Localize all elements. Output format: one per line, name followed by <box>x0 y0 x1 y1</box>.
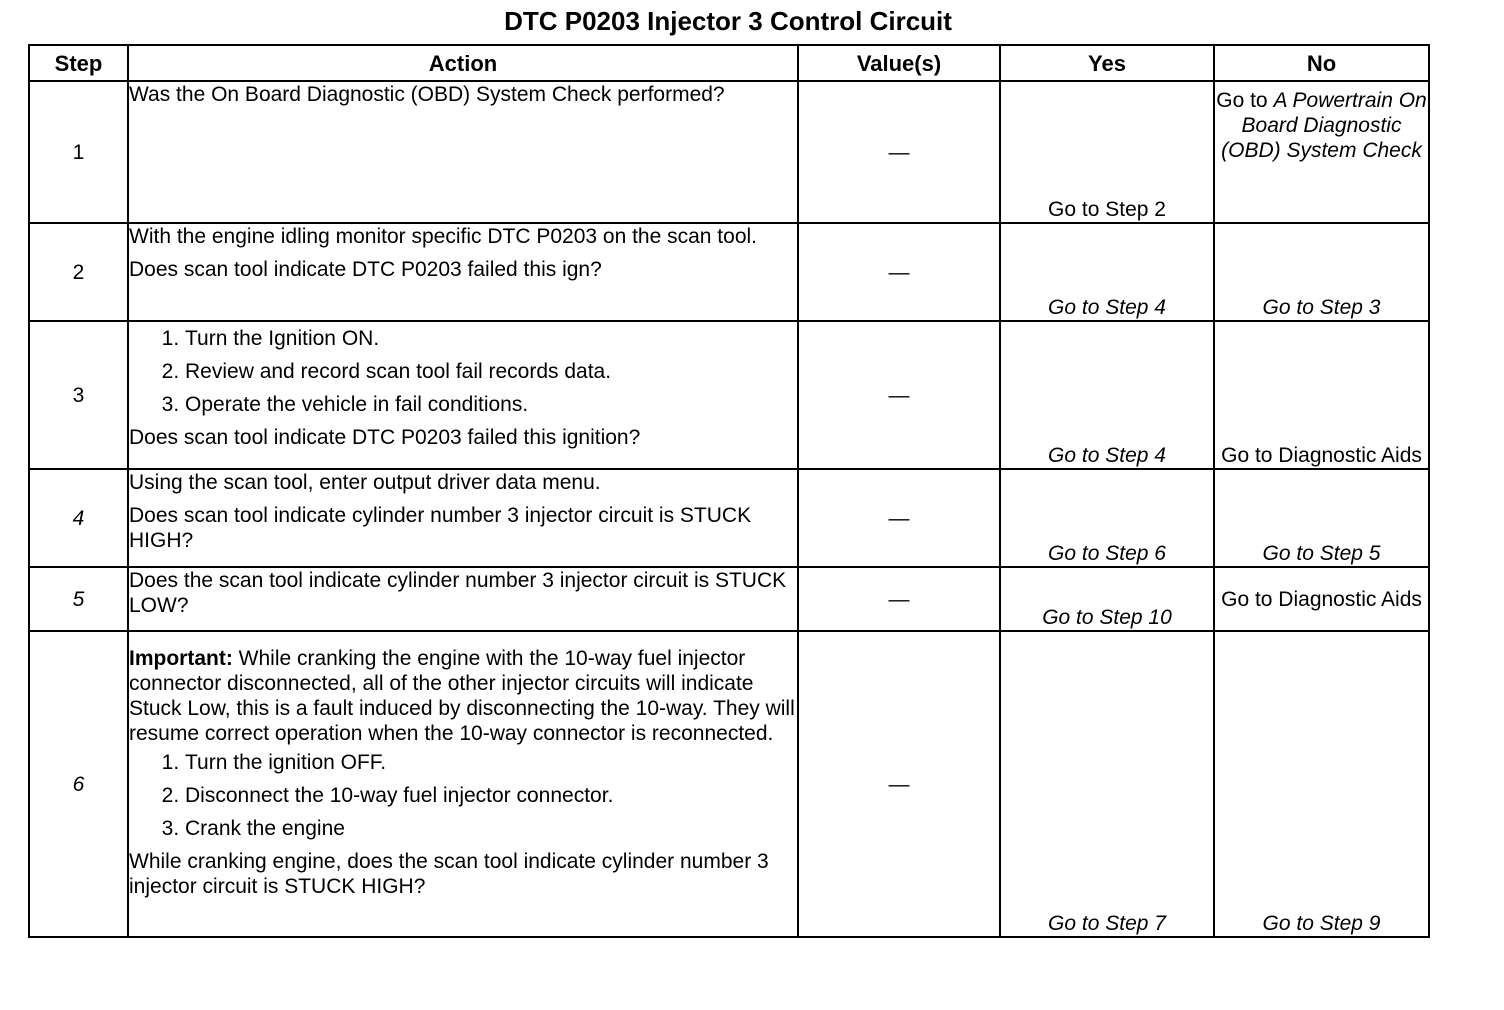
table-row <box>29 223 1429 321</box>
header-action: Action <box>128 45 798 81</box>
table-header-row <box>29 45 1429 81</box>
yes-cell[interactable]: Go to Step 7 <box>1000 631 1214 937</box>
header-no: No <box>1214 45 1429 81</box>
action-cell <box>128 81 798 223</box>
step-number: 2 <box>29 223 128 321</box>
page-title: DTC P0203 Injector 3 Control Circuit <box>504 6 952 36</box>
table-row <box>29 631 1429 937</box>
value-cell: — <box>798 567 1000 631</box>
header-yes: Yes <box>1000 45 1214 81</box>
table-row <box>29 567 1429 631</box>
yes-cell[interactable]: Go to Step 4 <box>1000 223 1214 321</box>
diagnostic-table <box>28 44 1430 938</box>
yes-cell: Go to Step 2 <box>1000 81 1214 223</box>
step-number: 3 <box>29 321 128 469</box>
value-cell: — <box>798 81 1000 223</box>
action-question: Does scan tool indicate DTC P0203 failed this ignition? <box>129 426 641 449</box>
action-cell <box>128 469 798 567</box>
obd-system-check-link[interactable]: A Powertrain On Board Diagnostic (OBD) System Check <box>1221 89 1427 162</box>
no-cell[interactable]: Go to Diagnostic Aids <box>1214 321 1429 469</box>
procedure-step: 3. Operate the vehicle in fail conditions. <box>185 392 797 417</box>
important-text: While cranking the engine with the 10-way fuel injector connector disconnected, all of the other injector circuits will indicate Stuck Low, this is a fault induced by disconnecting the 10-way. They will resume correct operation when the 10-way connector is reconnected. <box>129 647 795 745</box>
procedure-list <box>129 750 797 841</box>
table-row <box>29 81 1429 223</box>
no-cell[interactable]: Go to Step 3 <box>1214 223 1429 321</box>
action-cell <box>128 631 798 937</box>
no-prefix: Go to <box>1216 89 1274 112</box>
action-cell <box>128 223 798 321</box>
header-values: Value(s) <box>798 45 1000 81</box>
procedure-list <box>129 326 797 417</box>
action-question: Does scan tool indicate cylinder number 3 injector circuit is STUCK HIGH? <box>129 504 752 552</box>
action-question: While cranking engine, does the scan tool indicate cylinder number 3 injector circuit is STUCK HIGH? <box>129 850 769 898</box>
procedure-step: 1. Turn the Ignition ON. <box>185 326 797 351</box>
action-question: Does the scan tool indicate cylinder number 3 injector circuit is STUCK LOW? <box>129 569 787 617</box>
action-cell <box>128 321 798 469</box>
action-intro: With the engine idling monitor specific DTC P0203 on the scan tool. <box>129 225 758 248</box>
procedure-step: 2. Review and record scan tool fail records data. <box>185 359 797 384</box>
table-row <box>29 469 1429 567</box>
value-cell: — <box>798 223 1000 321</box>
header-step: Step <box>29 45 128 81</box>
step-number: 4 <box>29 469 128 567</box>
value-cell: — <box>798 469 1000 567</box>
procedure-step: 3. Crank the engine <box>185 816 797 841</box>
yes-cell[interactable]: Go to Step 4 <box>1000 321 1214 469</box>
action-cell <box>128 567 798 631</box>
value-cell: — <box>798 631 1000 937</box>
step-number: 1 <box>29 81 128 223</box>
procedure-step: 1. Turn the ignition OFF. <box>185 750 797 775</box>
step-number: 5 <box>29 567 128 631</box>
no-cell <box>1214 81 1429 223</box>
action-intro: Using the scan tool, enter output driver data menu. <box>129 471 601 494</box>
step-number: 6 <box>29 631 128 937</box>
yes-cell[interactable]: Go to Step 10 <box>1000 567 1214 631</box>
important-label: Important: <box>129 647 233 670</box>
value-cell: — <box>798 321 1000 469</box>
no-cell[interactable]: Go to Step 9 <box>1214 631 1429 937</box>
yes-cell[interactable]: Go to Step 6 <box>1000 469 1214 567</box>
procedure-step: 2. Disconnect the 10-way fuel injector connector. <box>185 783 797 808</box>
action-question: Does scan tool indicate DTC P0203 failed this ign? <box>129 258 602 281</box>
action-question: Was the On Board Diagnostic (OBD) System Check performed? <box>129 83 725 106</box>
no-cell[interactable]: Go to Diagnostic Aids <box>1214 567 1429 631</box>
important-note <box>129 646 797 746</box>
table-row <box>29 321 1429 469</box>
no-cell[interactable]: Go to Step 5 <box>1214 469 1429 567</box>
